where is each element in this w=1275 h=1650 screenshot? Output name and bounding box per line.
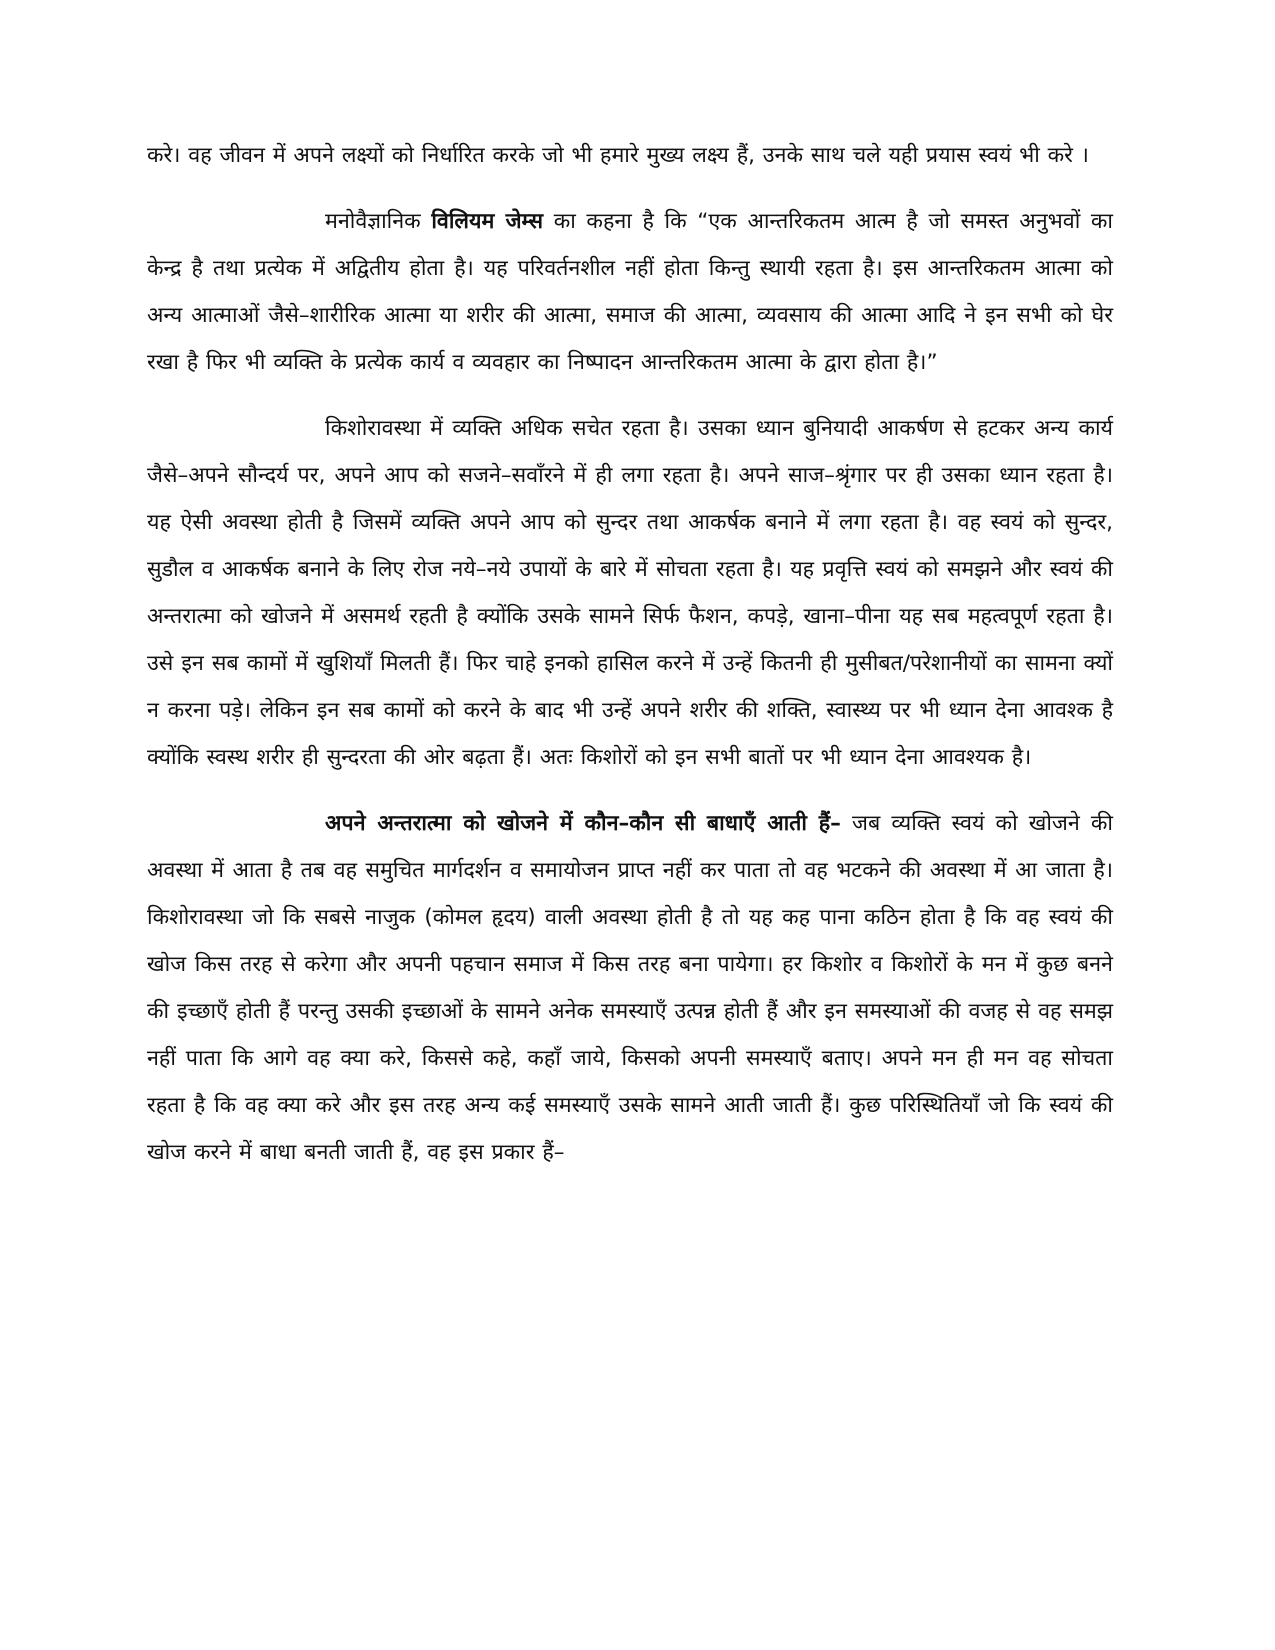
paragraph-text: किशोरावस्था में व्यक्ति अधिक सचेत रहता है। उसका ध्यान बुनियादी आकर्षण से हटकर अन्य कार्य जैसे–अपने सौन्दर्य पर, अपने आप को सजने–सवाँरने में ही लगा रहता है। अपने साज–श्रृंगार पर ही उसका ध्यान रहता है। यह ऐसी अवस्था होती है जिसमें व्यक्ति अपने आप को सुन्दर तथा आकर्षक बनाने में लगा रहता है। वह स्वयं को सुन्दर, सुडौल व आकर्षक बनाने के लिए रोज नये–नये उपायों के बारे में सोचता रहता है। यह प्रवृत्ति स्वयं को समझने और स्वयं की अन्तरात्मा को खोजने में असमर्थ रहती है क्योंकि उसके सामने सिर्फ फैशन, कपड़े, खाना–पीना यह सब महत्वपूर्ण रहता है। उसे इन सब कामों में खुशियाँ मिलती हैं। फिर चाहे इनको हासिल करने में उन्हें कितनी ही मुसीबत/परेशानीयों का सामना क्यों न करना पड़े। लेकिन इन सब कामों को करने के बाद भी उन्हें अपने शरीर की शक्ति, स्वास्थ्य पर भी ध्यान देना आवश्क है क्योंकि स्वस्थ शरीर ही सुन्दरता की ओर बढ़ता हैं। अतः किशोरों को इन सभी बातों पर भी ध्यान देना आवश्यक है। xyxy=(147,416,1113,770)
author-name: विलियम जेम्स xyxy=(431,209,544,234)
paragraph-william-james-quote xyxy=(147,198,1113,386)
paragraph-text: जब व्यक्ति स्वयं को खोजने की अवस्था में आता है तब वह समुचित मार्गदर्शन व समायोजन प्राप्त नहीं कर पाता तो वह भटकने की अवस्था में आ जाता है। किशोरावस्था जो कि सबसे नाजुक (कोमल हृदय) वाली अवस्था होती है तो यह कह पाना कठिन होता है कि वह स्वयं की खोज किस तरह से करेगा और अपनी पहचान समाज में किस तरह बना पायेगा। हर किशोर व किशोरों के मन में कुछ बनने की इच्छाएँ होती हैं परन्तु उसकी इच्छाओं के सामने अनेक समस्याएँ उत्पन्न होती हैं और इन समस्याओं की वजह से वह समझ नहीं पाता कि आगे वह क्या करे, किससे कहे, कहाँ जाये, किसको अपनी समस्याएँ बताए। अपने मन ही मन वह सोचता रहता है कि वह क्या करे और इस तरह अन्य कई समस्याएँ उसके सामने आती जाती हैं। कुछ परिस्थितियाँ जो कि स्वयं की खोज करने में बाधा बनती जाती हैं, वह इस प्रकार हैं– xyxy=(147,811,1113,1165)
paragraph-lead: मनोवैज्ञानिक xyxy=(325,209,432,234)
paragraph-text: का कहना है कि “एक आन्तरिकतम आत्म है जो समस्त अनुभवों का केन्द्र है तथा प्रत्येक में अद्वितीय होता है। यह परिवर्तनशील नहीं होता किन्तु स्थायी रहता है। इस आन्तरिकतम आत्मा को अन्य आत्माओं जैसे–शारीरिक आत्मा या शरीर की आत्मा, समाज की आत्मा, व्यवसाय की आत्मा आदि ने इन सभी को घेर रखा है फिर भी व्यक्ति के प्रत्येक कार्य व व्यवहार का निष्पादन आन्तरिकतम आत्मा के द्वारा होता है।” xyxy=(147,209,1113,375)
document-page xyxy=(147,132,1113,1176)
section-heading: अपने अन्तरात्मा को खोजने में कौन–कौन सी बाधाएँ आती हैं– xyxy=(325,811,841,836)
paragraph-obstacles xyxy=(147,800,1113,1176)
paragraph-adolescence xyxy=(147,405,1113,781)
paragraph-continuation xyxy=(147,132,1113,179)
paragraph-text: करे। वह जीवन में अपने लक्ष्यों को निर्धारित करके जो भी हमारे मुख्य लक्ष्य हैं, उनके साथ चले यही प्रयास स्वयं भी करे । xyxy=(147,143,1089,168)
